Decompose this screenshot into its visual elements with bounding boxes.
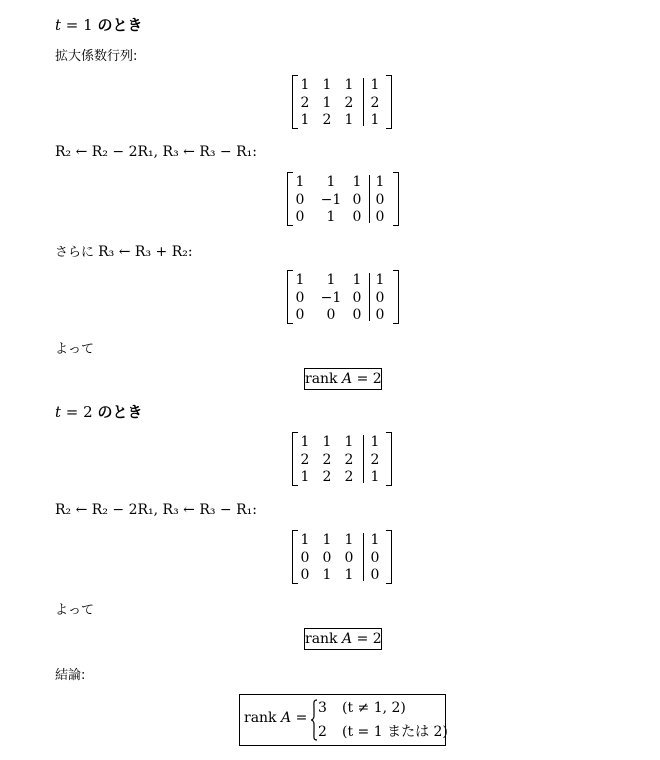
matrix-entry: 1 [370,112,380,128]
matrix-entry: 1 [300,77,310,93]
case1-therefore: よって [55,342,95,357]
case1-matrix-step-2 [287,270,399,324]
matrix-row [287,289,399,307]
matrix-entry: 1 [370,434,380,450]
matrix-entry: 1 [375,272,385,288]
case2-heading [55,401,142,422]
row-operation-math: R₃ ← R₃ + R₂: [98,244,193,260]
matrix-entry: 1 [344,567,354,583]
matrix-entry: 0 [322,549,332,566]
matrix-entry: 1 [344,77,354,93]
matrix-entry: 1 [375,174,385,190]
matrix-entry: −1 [320,191,342,208]
matrix-row [287,208,399,226]
matrix-entry: 1 [295,174,305,190]
heading-suffix: のとき [97,403,143,421]
matrix-entry: 1 [344,434,354,450]
matrix-row [292,531,392,549]
heading-suffix: のとき [97,16,143,34]
case1-intro: 拡大係数行列: [55,49,138,64]
matrix-entry: 1 [352,272,362,288]
matrix-entry: 2 [344,451,354,468]
heading-equation: = 1 [61,16,98,34]
row-operation-math: R₂ ← R₂ − 2R₁, R₃ ← R₃ − R₁: [55,502,257,518]
matrix-entry: 1 [295,272,305,288]
case2-row-operation [55,502,257,518]
case-value: 3 [318,700,327,716]
matrix-entry: 2 [322,469,332,485]
matrix-row [292,433,392,451]
matrix-entry: 2 [344,94,354,111]
matrix-row [287,306,399,324]
matrix-entry: −1 [320,289,342,306]
case2-result-box [304,628,382,650]
matrix-entry: 0 [375,209,385,225]
conclusion-lhs [244,710,307,726]
matrix-variable: A [342,371,353,387]
matrix-entry: 1 [300,532,310,548]
equals-sign: = [291,710,308,726]
matrix-entry: 0 [295,191,305,208]
matrix-entry: 2 [344,469,354,485]
matrix-entry: 0 [300,549,310,566]
conclusion-case-1 [318,700,406,716]
matrix-entry: 1 [326,209,336,225]
matrix-entry: 0 [295,209,305,225]
rank-value: = 2 [352,631,382,647]
heading-variable: t [55,16,62,34]
matrix-entry: 1 [322,434,332,450]
matrix-entry: 1 [326,272,336,288]
matrix-entry: 1 [322,567,332,583]
matrix-entry: 0 [352,289,362,306]
matrix-row [287,173,399,191]
matrix-row [292,468,392,486]
case2-matrix-step-1 [292,530,392,584]
matrix-row [292,94,392,112]
matrix-entry: 2 [370,94,380,111]
row-operation-prefix: さらに [55,245,99,260]
matrix-entry: 1 [322,94,332,111]
matrix-entry: 0 [344,549,354,566]
conclusion-box [239,694,446,746]
matrix-entry: 1 [326,174,336,190]
left-brace-icon [310,699,318,741]
conclusion-label: 結論: [55,668,86,683]
case-condition: (t ≠ 1, 2) [342,700,406,716]
matrix-entry: 1 [300,469,310,485]
matrix-entry: 0 [375,307,385,323]
matrix-entry: 0 [370,567,380,583]
matrix-variable: A [281,710,292,726]
matrix-row [292,451,392,469]
matrix-variable: A [342,631,353,647]
case1-augmented-matrix [292,75,392,129]
matrix-row [292,111,392,129]
case2-augmented-matrix [292,432,392,486]
rank-text: rank [305,371,342,387]
rank-text: rank [305,631,342,647]
row-operation-math: R₂ ← R₂ − 2R₁, R₃ ← R₃ − R₁: [55,144,257,160]
matrix-entry: 0 [295,307,305,323]
heading-variable: t [55,403,62,421]
matrix-entry: 2 [370,451,380,468]
matrix-entry: 1 [322,532,332,548]
matrix-entry: 1 [300,112,310,128]
rank-text: rank [244,710,281,726]
case1-row-operation-2 [55,241,193,260]
case-value: 2 [318,724,327,740]
case2-therefore: よって [55,603,95,618]
matrix-row [292,549,392,567]
matrix-entry: 1 [344,532,354,548]
matrix-entry: 1 [322,77,332,93]
matrix-row [287,191,399,209]
matrix-row [292,566,392,584]
conclusion-case-2 [318,721,448,741]
matrix-entry: 1 [300,434,310,450]
matrix-row [287,271,399,289]
matrix-entry: 0 [300,567,310,583]
matrix-entry: 2 [300,94,310,111]
matrix-entry: 2 [322,112,332,128]
matrix-entry: 0 [352,209,362,225]
matrix-entry: 1 [370,532,380,548]
heading-equation: = 2 [61,403,98,421]
matrix-row [292,76,392,94]
matrix-entry: 0 [375,289,385,306]
case1-result-box [304,368,382,390]
case-condition: (t = 1 または 2) [342,724,448,740]
matrix-entry: 1 [344,112,354,128]
matrix-entry: 0 [375,191,385,208]
matrix-entry: 0 [326,307,336,323]
matrix-entry: 1 [370,77,380,93]
matrix-entry: 1 [370,469,380,485]
matrix-entry: 2 [322,451,332,468]
rank-value: = 2 [352,371,382,387]
case1-heading [55,14,142,35]
case1-matrix-step-1 [287,172,399,226]
matrix-entry: 0 [295,289,305,306]
matrix-entry: 0 [370,549,380,566]
matrix-entry: 0 [352,307,362,323]
matrix-entry: 0 [352,191,362,208]
matrix-entry: 1 [352,174,362,190]
matrix-entry: 2 [300,451,310,468]
case1-row-operation-1 [55,144,257,160]
